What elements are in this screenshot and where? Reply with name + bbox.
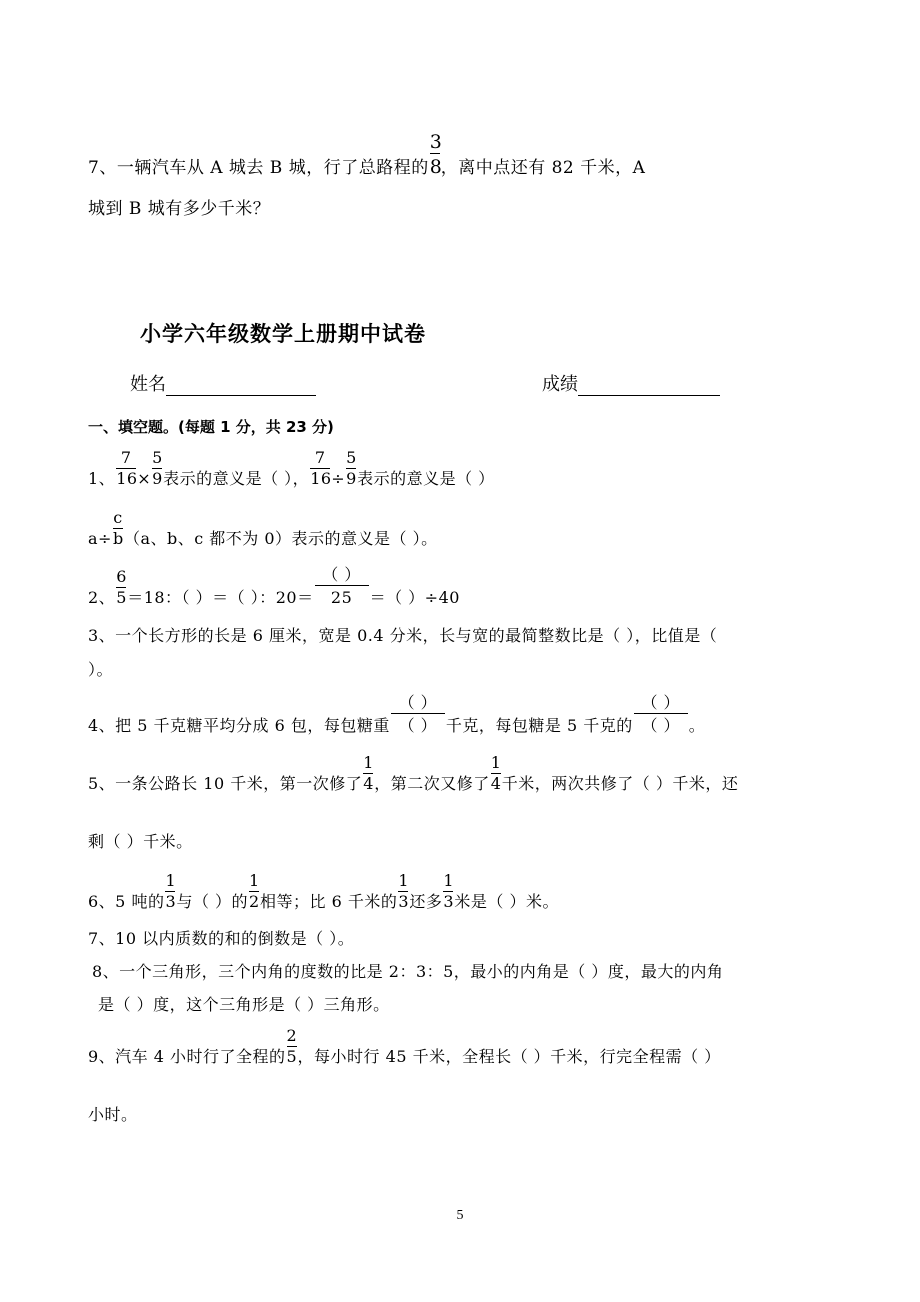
fraction-bar — [152, 468, 162, 469]
fraction-bar — [310, 468, 330, 469]
score-underline[interactable] — [578, 375, 720, 396]
q7-text-a: 7、一辆汽车从 A 城去 B 城，行了总路程的 — [88, 158, 429, 178]
q7-text-b: ，离中点还有 82 千米，A — [440, 158, 646, 178]
denominator: （ ） — [398, 716, 438, 735]
fraction-bar — [634, 713, 688, 714]
numerator: 7 — [314, 448, 326, 467]
fraction — [116, 567, 127, 607]
item-5-text-3: 千米，两次共修了（ ）千米，还 — [501, 774, 739, 793]
fraction-bar — [116, 468, 136, 469]
divide-sign: ÷ — [331, 469, 346, 488]
numerator: 1 — [363, 753, 374, 772]
q7-fraction — [429, 131, 443, 178]
fraction-bar — [346, 468, 356, 469]
numerator: 1 — [165, 871, 177, 890]
denominator: 8 — [429, 156, 443, 178]
fraction — [249, 871, 260, 911]
numerator: （ ） — [322, 565, 361, 584]
item-6-text-4: 还多 — [409, 892, 443, 911]
numerator: 1 — [398, 871, 410, 890]
item-9-line-2: 小时。 — [88, 1105, 138, 1124]
item-5-text-1: 5、一条公路长 10 千米，第一次修了 — [88, 774, 363, 793]
denominator: b — [112, 529, 124, 548]
fraction — [443, 871, 455, 911]
name-field — [130, 370, 316, 396]
numerator: 3 — [429, 131, 443, 153]
numerator: c — [113, 508, 123, 527]
denominator: 16 — [310, 469, 332, 488]
item-1-line-2 — [88, 508, 438, 548]
item-4-text-1: 4、把 5 千克糖平均分成 6 包，每包糖重 — [88, 716, 390, 735]
exam-title: 小学六年级数学上册期中试卷 — [140, 322, 426, 346]
numerator: 7 — [120, 448, 132, 467]
item-5-line-1 — [88, 753, 739, 793]
q7-line-2 — [88, 200, 270, 218]
item-2-text-1: ＝18：（ ）＝（ ）：20＝ — [127, 588, 314, 607]
item-9-text-1: 9、汽车 4 小时行了全程的 — [88, 1047, 286, 1066]
fraction-bar — [491, 773, 501, 774]
score-field — [542, 370, 720, 396]
denominator: 3 — [443, 892, 455, 911]
fraction — [346, 448, 357, 488]
fraction-bar — [430, 153, 440, 154]
fraction — [165, 871, 177, 911]
denominator: 16 — [116, 469, 138, 488]
denominator: 9 — [346, 469, 357, 488]
numerator: （ ） — [398, 693, 438, 712]
numerator: 5 — [346, 448, 357, 467]
fraction — [152, 448, 163, 488]
item-4-text-3: 。 — [688, 716, 706, 735]
fraction-bar — [398, 891, 408, 892]
item-2-text-2: ＝（ ）÷40 — [369, 588, 460, 607]
item-6-text-2: 与（ ）的 — [176, 892, 249, 911]
numerator: 5 — [152, 448, 163, 467]
q7-line-1 — [88, 131, 646, 178]
section-1-heading: 一、填空题。(每题 1 分，共 23 分) — [88, 418, 334, 436]
item-1-text-3: a÷ — [88, 529, 112, 548]
fraction-bar — [443, 891, 453, 892]
fraction — [112, 508, 124, 548]
denominator: 25 — [330, 588, 353, 607]
numerator: 1 — [249, 871, 260, 890]
fraction-bar — [249, 891, 259, 892]
fraction-bar — [363, 773, 373, 774]
item-6-text-5: 米是（ ）米。 — [454, 892, 560, 911]
fraction-bar — [287, 1046, 297, 1047]
item-5-line-2: 剩（ ）千米。 — [88, 832, 193, 851]
item-2 — [88, 565, 460, 607]
item-5-text-2: ，第二次又修了 — [374, 774, 490, 793]
fraction — [116, 448, 138, 488]
denominator: 2 — [249, 892, 260, 911]
item-6 — [88, 871, 560, 911]
denominator: 5 — [116, 588, 127, 607]
item-1-line-1 — [88, 448, 495, 488]
blank-fraction[interactable] — [634, 693, 688, 735]
denominator: 3 — [398, 892, 410, 911]
fraction-bar — [113, 528, 123, 529]
item-1-text-4: （a、b、c 都不为 0）表示的意义是（ ）。 — [123, 529, 438, 548]
item-8-line-1: 8、一个三角形，三个内角的度数的比是 2：3：5，最小的内角是（ ）度，最大的内角 — [92, 962, 724, 981]
numerator: （ ） — [641, 693, 681, 712]
name-underline[interactable] — [166, 375, 316, 396]
numerator: 6 — [116, 567, 127, 586]
item-1-text-1: 表示的意义是（ ）， — [163, 469, 310, 488]
item-6-text-1: 6、5 吨的 — [88, 892, 165, 911]
item-9-text-2: ，每小时行 45 千米，全程长（ ）千米，行完全程需（ ） — [297, 1047, 721, 1066]
q7-text-c: 城到 B 城有多少千米？ — [88, 199, 271, 219]
multiply-sign: × — [137, 469, 152, 488]
fraction — [398, 871, 410, 911]
fraction — [490, 753, 502, 793]
denominator: 3 — [165, 892, 177, 911]
denominator: 9 — [152, 469, 163, 488]
blank-fraction[interactable] — [391, 693, 445, 735]
fraction-bar — [391, 713, 445, 714]
numerator: 1 — [490, 753, 502, 772]
page-number: 5 — [456, 1208, 464, 1223]
item-4 — [88, 693, 706, 735]
item-9-line-1 — [88, 1026, 721, 1066]
name-label: 姓名 — [130, 374, 166, 395]
fraction-bar — [116, 587, 126, 588]
item-1-text-2: 表示的意义是（ ） — [357, 469, 495, 488]
score-label: 成绩 — [542, 374, 578, 395]
blank-fraction[interactable] — [315, 565, 369, 607]
denominator: 4 — [363, 774, 374, 793]
item-8-line-2: 是（ ）度，这个三角形是（ ）三角形。 — [98, 995, 390, 1014]
item-4-text-2: 千克，每包糖是 5 千克的 — [445, 716, 633, 735]
item-2-prefix: 2、 — [88, 588, 116, 607]
item-6-text-3: 相等；比 6 千米的 — [260, 892, 398, 911]
fraction — [363, 753, 374, 793]
fraction-bar — [315, 585, 369, 586]
denominator: （ ） — [641, 716, 681, 735]
numerator: 1 — [443, 871, 455, 890]
fraction — [310, 448, 332, 488]
numerator: 2 — [286, 1026, 298, 1045]
item-3-line-1: 3、一个长方形的长是 6 厘米，宽是 0.4 分米，长与宽的最简整数比是（ ），比值是（ — [88, 626, 718, 645]
item-7: 7、10 以内质数的和的倒数是（ ）。 — [88, 929, 355, 948]
fraction — [286, 1026, 298, 1066]
item-1-prefix: 1、 — [88, 469, 116, 488]
denominator: 5 — [286, 1047, 298, 1066]
fraction-bar — [165, 891, 175, 892]
denominator: 4 — [490, 774, 502, 793]
item-3-line-2: ）。 — [88, 660, 114, 679]
